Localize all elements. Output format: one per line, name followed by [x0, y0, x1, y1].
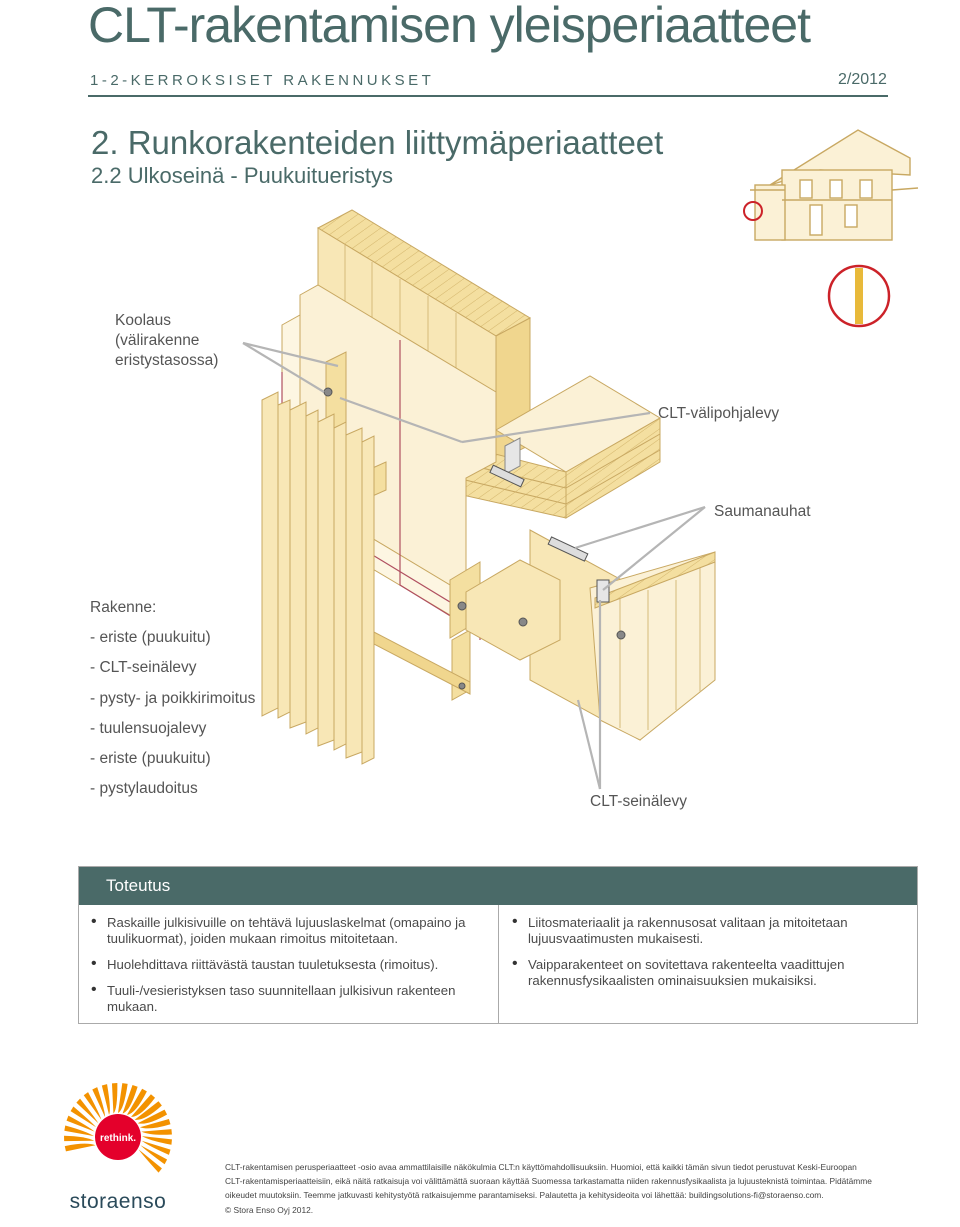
rakenne-list [90, 598, 255, 809]
footer-line: oikeudet muutoksiin. Teemme jatkuvasti kehitystyötä ratkaisujemme parantamiseksi. Palautetta ja kehitysideoita voi lähettää: buildingsolutions-fi@storaenso.com. [225, 1190, 824, 1201]
logo-brand: storaenso [69, 1190, 167, 1213]
rakenne-title: Rakenne: [90, 599, 157, 616]
toteutus-right-item: • Vaipparakenteet on sovitettava rakenteelta vaadittujen rakennusfysikaalisten ominaisuuksien mukaisiksi. [528, 957, 908, 989]
toteutus-header [79, 867, 917, 905]
label-valipohjalevy: CLT-välipohjalevy [658, 405, 780, 422]
toteutus-left-item: • Raskaille julkisivuille on tehtävä lujuuslaskelmat (omapaino ja tuulikuormat), joiden mukaan rimoitus mitoitetaan. [107, 915, 487, 947]
footer-line: © Stora Enso Oyj 2012. [225, 1204, 314, 1215]
rakenne-item: - eriste (puukuitu) [90, 629, 211, 647]
vertical-cladding [262, 392, 374, 764]
page-title: CLT-rakentamisen yleisperiaatteet [88, 0, 810, 53]
issue-date: 2/2012 [838, 71, 887, 88]
toteutus-box [78, 866, 918, 1024]
toteutus-left-item: • Huolehdittava riittävästä taustan tuuletuksesta (rimoitus). [107, 957, 487, 973]
label-koolaus-line-3: eristystasossa) [115, 352, 219, 369]
toteutus-title: Toteutus [106, 876, 171, 895]
subsection-title: 2.2 Ulkoseinä - Puukuitueristys [91, 163, 394, 188]
rakenne-item: - pystylaudoitus [90, 780, 198, 798]
section-title: 2. Runkorakenteiden liittymäperiaatteet [91, 124, 664, 161]
rakenne-item: - eriste (puukuitu) [90, 749, 211, 767]
label-koolaus-line-2: (välirakenne [115, 332, 200, 349]
toteutus-divider [498, 905, 499, 1024]
stora-enso-logo [58, 1082, 178, 1217]
rakenne-item: - pysty- ja poikkirimoitus [90, 689, 256, 707]
toteutus-right-item: • Liitosmateriaalit ja rakennusosat valitaan ja mitoitetaan lujuusvaatimusten mukaisesti. [528, 915, 908, 947]
label-saumanauhat: Saumanauhat [714, 503, 811, 520]
rakenne-item: - CLT-seinälevy [90, 659, 197, 677]
series-label: 1-2-KERROKSISET RAKENNUKSET [90, 72, 435, 89]
footer-text [225, 1160, 925, 1217]
logo-tagline: rethink. [99, 1133, 137, 1144]
label-clt-seinalevy: CLT-seinälevy [590, 793, 688, 810]
label-koolaus [115, 311, 218, 371]
footer-line: CLT-rakentamisperiaatteisiin, eikä näitä ratkaisuja voi välittämättä suoraan käyttää Suomessa tarkastamatta niiden rakennusfysikaalista ja lujuusteknistä toimintaa. Pidätämme [225, 1176, 872, 1187]
detail-marker-large [829, 266, 889, 326]
footer-line: CLT-rakentamisen perusperiaatteet -osio avaa ammattilaisille näkökulmia CLT:n käyttömahdollisuuksiin. Huomioi, että kaikki tämän sivun tiedot perustuvat Keski-Euroopan [225, 1162, 857, 1172]
house-sketch [750, 130, 918, 240]
rakenne-item: - tuulensuojalevy [90, 719, 207, 737]
label-koolaus-line-1: Koolaus [115, 312, 172, 329]
toteutus-left-item: • Tuuli-/vesieristyksen taso suunnitellaan julkisivun rakenteen mukaan. [107, 983, 487, 1015]
